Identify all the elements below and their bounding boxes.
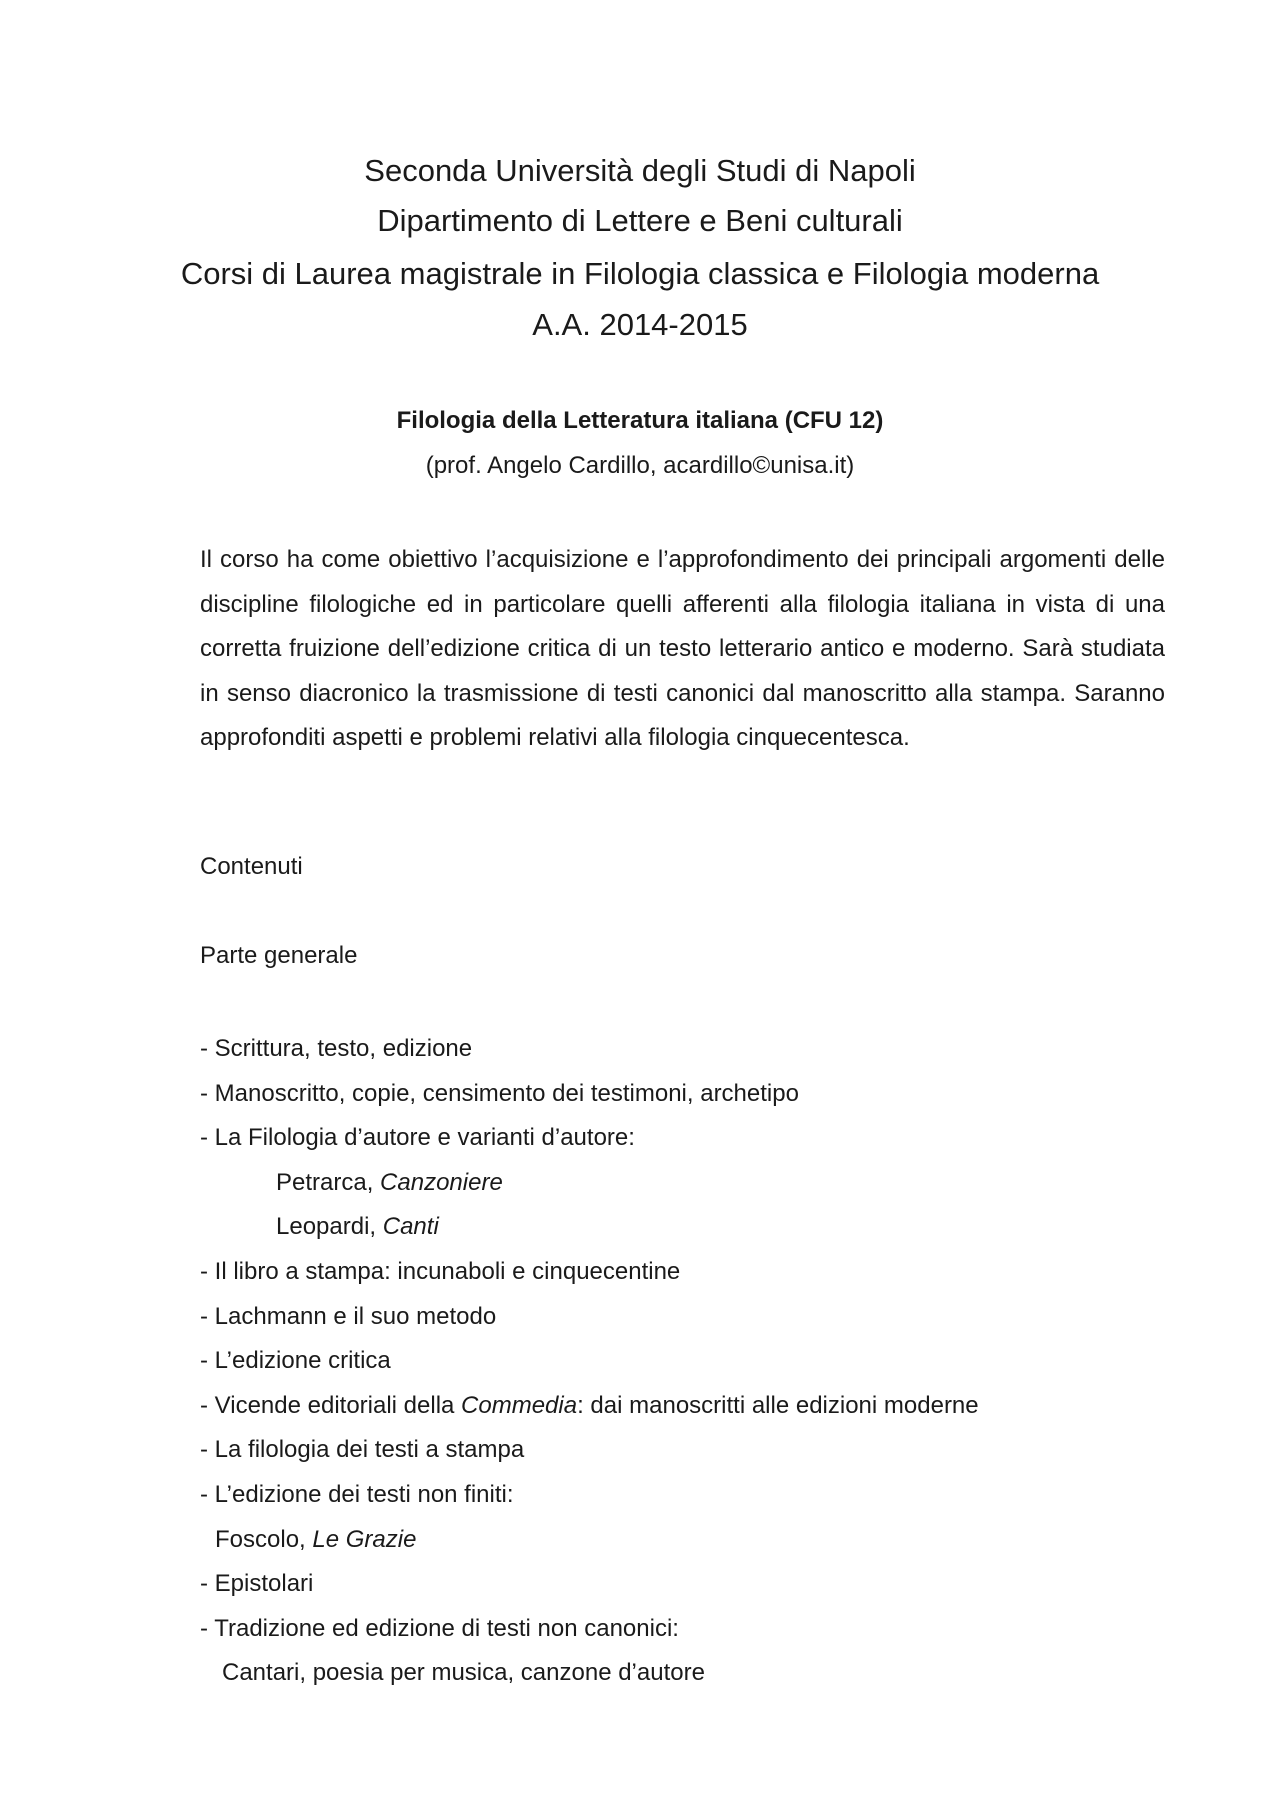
topic-subitem: Leopardi, Canti <box>276 1213 439 1241</box>
course-title: Filologia della Letteratura italiana (CFU 12) <box>396 407 884 434</box>
university-name: Seconda Università degli Studi di Napoli <box>364 153 916 188</box>
academic-year: A.A. 2014-2015 <box>532 307 748 342</box>
topic-item: - Il libro a stampa: incunaboli e cinquecentine <box>200 1257 681 1285</box>
department-name: Dipartimento di Lettere e Beni culturali <box>377 203 903 238</box>
topic-item: - Scrittura, testo, edizione <box>200 1035 473 1062</box>
topic-item: - La filologia dei testi a stampa <box>200 1436 525 1464</box>
topic-subitem: Cantari, poesia per musica, canzone d’autore <box>222 1659 705 1687</box>
topic-item: - Epistolari <box>200 1570 314 1598</box>
course-professor: (prof. Angelo Cardillo, acardillo©unisa.it) <box>425 452 855 479</box>
topic-subitem: Petrarca, Canzoniere <box>276 1168 503 1196</box>
general-part-heading: Parte generale <box>200 942 358 969</box>
topic-item: - Lachmann e il suo metodo <box>200 1302 497 1330</box>
degree-programs: Corsi di Laurea magistrale in Filologia classica e Filologia moderna <box>180 256 1100 291</box>
topic-item: - Vicende editoriali della Commedia: dai manoscritti alle edizioni moderne <box>200 1391 979 1419</box>
topic-item: - Tradizione ed edizione di testi non canonici: <box>200 1614 679 1642</box>
topic-item: - L’edizione critica <box>200 1347 391 1375</box>
contents-heading: Contenuti <box>200 853 303 880</box>
topic-item: - La Filologia d’autore e varianti d’autore: <box>200 1124 635 1152</box>
topic-item: - L’edizione dei testi non finiti: <box>200 1480 514 1508</box>
topic-item: - Manoscritto, copie, censimento dei testimoni, archetipo <box>200 1079 799 1107</box>
course-description: Il corso ha come obiettivo l’acquisizione e l’approfondimento dei principali argomenti delle discipline filologiche ed in particolare quelli afferenti alla filologia italiana in vista di una corretta fruizione dell’edizione critica di un testo letterario antico e moderno. Sarà studiata in senso diacronico la trasmissione di testi canonici dal manoscritto alla stampa. Saranno approfonditi aspetti e problemi relativi alla filologia cinquecentesca. <box>200 546 1165 752</box>
topic-subitem: Foscolo, Le Grazie <box>215 1525 417 1553</box>
topics-list <box>200 1027 1165 1696</box>
